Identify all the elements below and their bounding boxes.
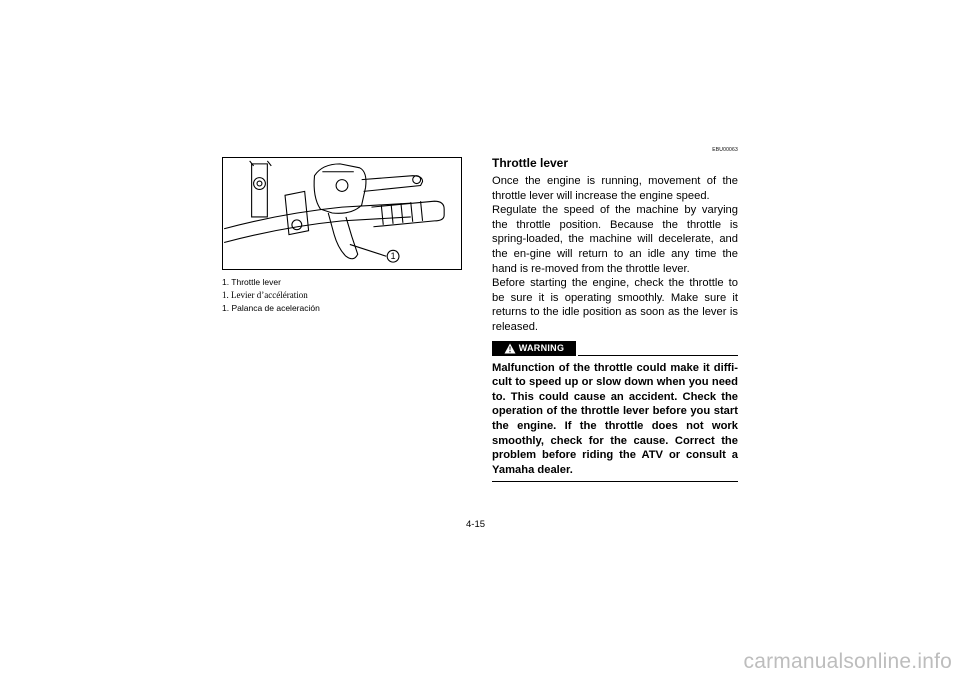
warning-label: WARNING [518, 343, 565, 354]
warning-end-rule [492, 481, 738, 482]
paragraph-2: Regulate the speed of the machine by varying the throttle position. Because the throttle is spring-loaded, the machine will decelerate, and the en-gine will return to an idle any time the hand is re-moved from the throttle lever. [492, 204, 738, 275]
warning-header [492, 340, 738, 358]
watermark: carmanualsonline.info [743, 650, 952, 673]
section-code: EBU00063 [712, 147, 738, 153]
warning-rule [578, 355, 738, 356]
handlebar-drawing [223, 158, 461, 269]
callout-number: 1 [390, 251, 396, 262]
warning-badge [492, 341, 576, 356]
caption-french: 1. Levier d’accélération [222, 290, 308, 300]
figure-captions [222, 276, 472, 315]
paragraph-3: Before starting the engine, check the throttle to be sure it is operating smoothly. Make sure it returns to the idle position as soon as the lever is released. [492, 277, 738, 333]
paragraph-1: Once the engine is running, movement of the throttle lever will increase the engine speed. [492, 175, 738, 202]
text-column [492, 147, 738, 482]
caption-spanish: 1. Palanca de aceleración [222, 303, 320, 313]
caption-english: 1. Throttle lever [222, 277, 281, 287]
throttle-lever-illustration [222, 157, 462, 270]
page-number: 4-15 [466, 519, 486, 530]
warning-text: Malfunction of the throttle could make it diffi-cult to speed up or slow down when you need to. This could cause an accident. Check the operation of the throttle lever before you start the engine. If the throttle does not work smoothly, check for the cause. Correct the problem before riding the ATV or consult a Yamaha dealer. [492, 361, 738, 476]
warning-triangle-icon [504, 343, 516, 354]
section-heading: Throttle lever [492, 156, 569, 170]
